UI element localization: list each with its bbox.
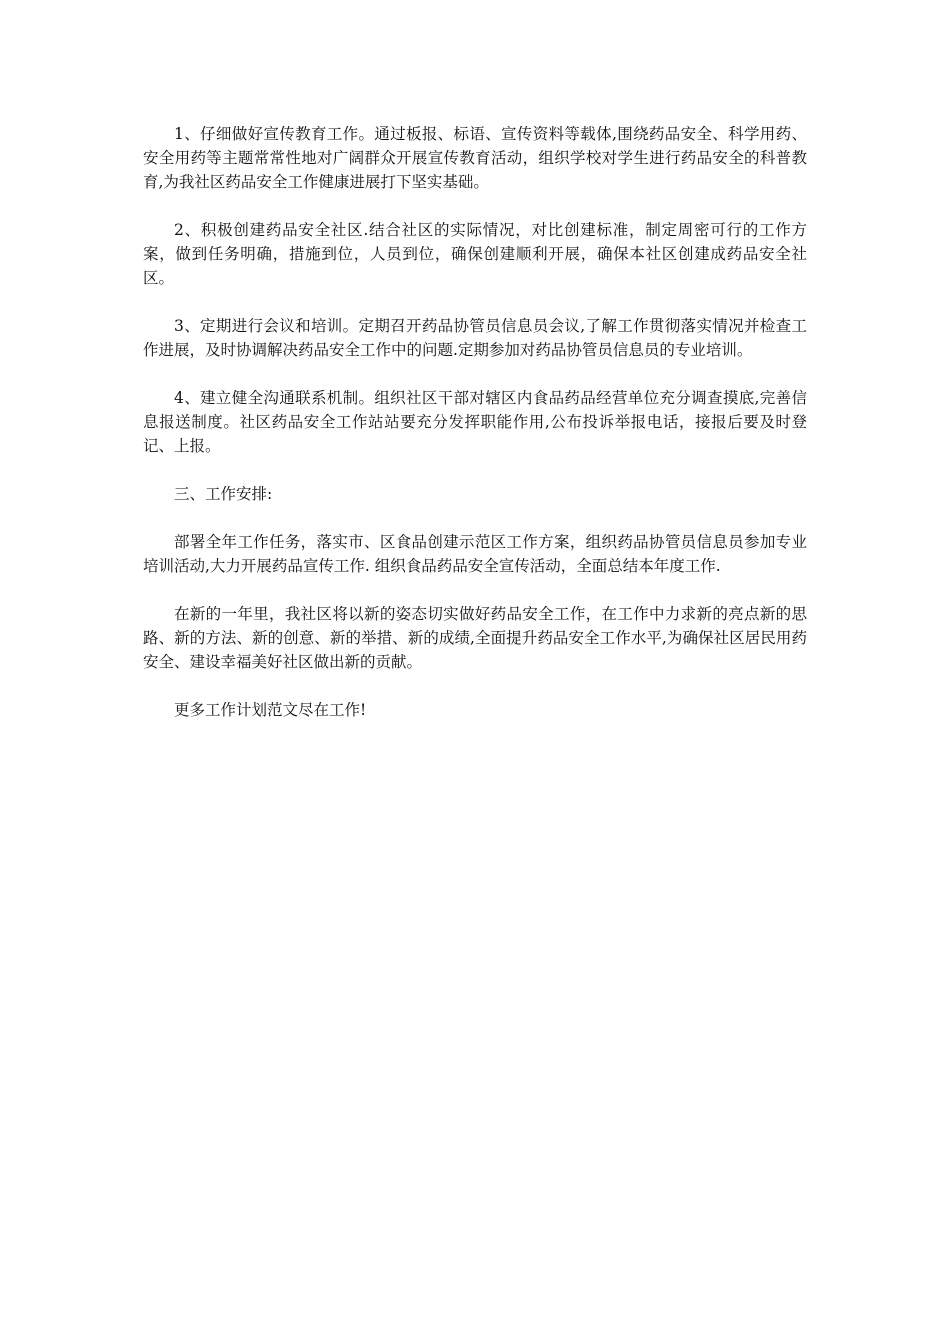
- paragraph-work-arrangement: 部署全年工作任务，落实市、区食品创建示范区工作方案，组织药品协管员信息员参加专业培训活动,大力开展药品宣传工作. 组织食品药品安全宣传活动，全面总结本年度工作.: [143, 533, 807, 575]
- paragraph-item-4: 4、建立健全沟通联系机制。组织社区干部对辖区内食品药品经营单位充分调查摸底,完善信息报送制度。社区药品安全工作站站要充分发挥职能作用,公布投诉举报电话，接报后要及时登记、上报。: [143, 389, 807, 455]
- paragraph-item-3: 3、定期进行会议和培训。定期召开药品协管员信息员会议,了解工作贯彻落实情况并检查工作进展，及时协调解决药品安全工作中的问题.定期参加对药品协管员信息员的专业培训。: [143, 317, 807, 359]
- paragraph-new-year-outlook: 在新的一年里，我社区将以新的姿态切实做好药品安全工作，在工作中力求新的亮点新的思路、新的方法、新的创意、新的举措、新的成绩,全面提升药品安全工作水平,为确保社区居民用药安全、建设幸福美好社区做出新的贡献。: [143, 605, 807, 671]
- document-body: [143, 122, 807, 722]
- paragraph-item-2: 2、积极创建药品安全社区.结合社区的实际情况，对比创建标准，制定周密可行的工作方案，做到任务明确，措施到位，人员到位，确保创建顺利开展，确保本社区创建成药品安全社区。: [143, 221, 807, 287]
- paragraph-item-1: 1、仔细做好宣传教育工作。通过板报、标语、宣传资料等载体,围绕药品安全、科学用药、安全用药等主题常常性地对广阔群众开展宣传教育活动，组织学校对学生进行药品安全的科普教育,为我社区药品安全工作健康进展打下坚实基础。: [143, 125, 807, 191]
- section-heading-work-arrangement: 三、工作安排:: [174, 485, 273, 503]
- closing-line: 更多工作计划范文尽在工作!: [174, 701, 367, 719]
